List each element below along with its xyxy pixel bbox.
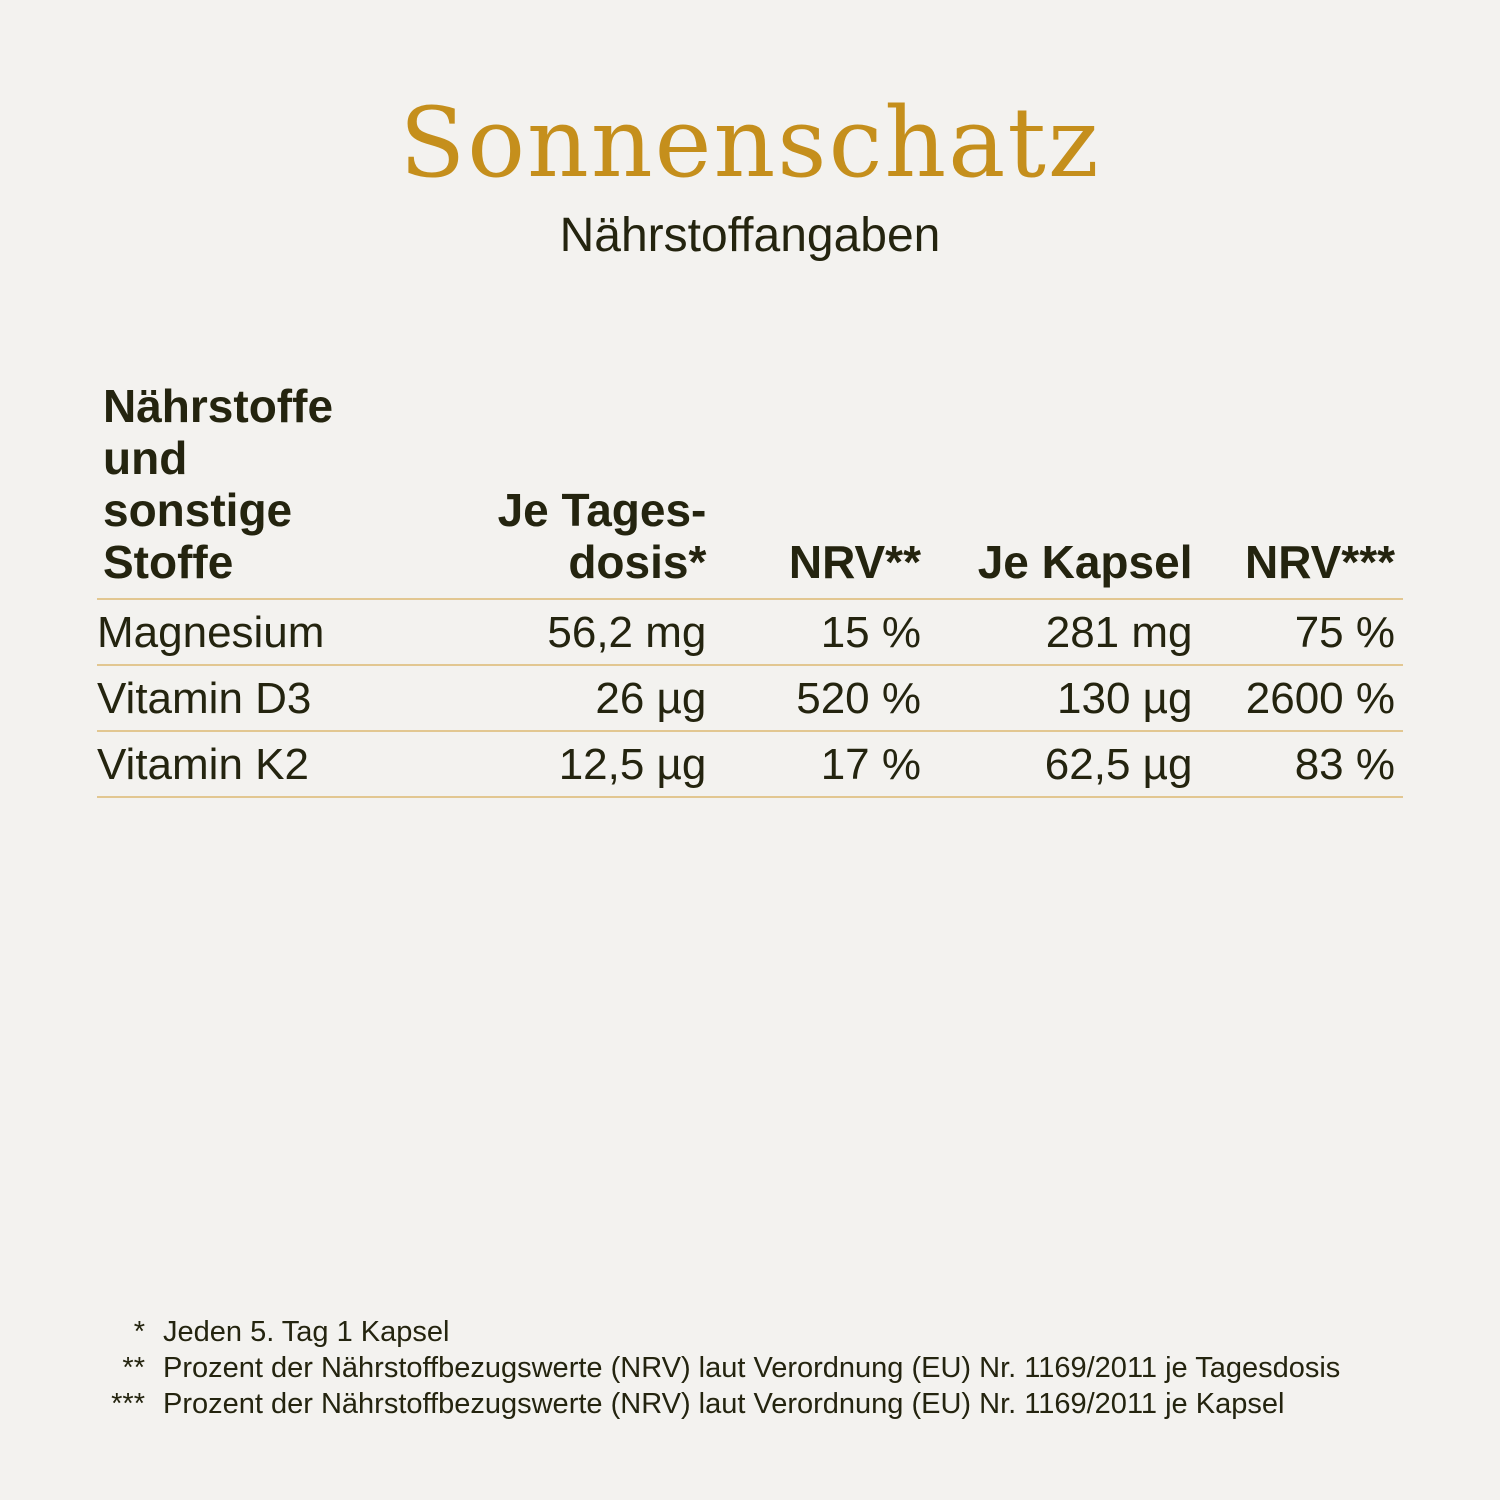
nrv-daily-value: 17 % xyxy=(706,731,921,797)
footnote-mark: *** xyxy=(111,1388,145,1420)
nutrient-name: Vitamin D3 xyxy=(97,665,411,731)
footnote-text: Jeden 5. Tag 1 Kapsel xyxy=(163,1316,450,1348)
nrv-capsule-value: 83 % xyxy=(1192,731,1403,797)
footnote-item xyxy=(97,1350,1477,1386)
capsule-value: 62,5 µg xyxy=(921,731,1193,797)
nutrient-name: Magnesium xyxy=(97,599,411,665)
header-nutrients xyxy=(97,380,411,599)
header-nutrients-line1: Nährstoffe und xyxy=(103,380,334,484)
header-per-daily-dose-line1: Je Tages- xyxy=(497,484,707,536)
footnote-item xyxy=(97,1386,1477,1422)
nutrient-name: Vitamin K2 xyxy=(97,731,411,797)
table-row xyxy=(97,731,1403,797)
footnote-text: Prozent der Nährstoffbezugswerte (NRV) laut Verordnung (EU) Nr. 1169/2011 je Tagesdosis xyxy=(163,1352,1341,1384)
nrv-daily-value: 15 % xyxy=(706,599,921,665)
capsule-value: 281 mg xyxy=(921,599,1193,665)
nrv-capsule-value: 2600 % xyxy=(1192,665,1403,731)
table-header-row xyxy=(97,380,1403,599)
daily-dose-value: 26 µg xyxy=(411,665,707,731)
page-title: Sonnenschatz xyxy=(399,87,1101,199)
header-nutrients-line2: sonstige Stoffe xyxy=(103,484,293,588)
header-per-capsule: Je Kapsel xyxy=(921,380,1193,599)
header-nrv-daily: NRV** xyxy=(706,380,921,599)
footnote-mark: ** xyxy=(122,1352,145,1384)
header-per-daily-dose-line2: dosis* xyxy=(568,536,707,588)
capsule-value: 130 µg xyxy=(921,665,1193,731)
daily-dose-value: 56,2 mg xyxy=(411,599,707,665)
page-subtitle: Nährstoffangaben xyxy=(559,209,941,262)
table-row xyxy=(97,599,1403,665)
header-nrv-capsule: NRV*** xyxy=(1192,380,1403,599)
footnote-text: Prozent der Nährstoffbezugswerte (NRV) laut Verordnung (EU) Nr. 1169/2011 je Kapsel xyxy=(163,1388,1285,1420)
footnotes xyxy=(97,1314,1477,1422)
footnote-item xyxy=(97,1314,1477,1350)
nrv-capsule-value: 75 % xyxy=(1192,599,1403,665)
daily-dose-value: 12,5 µg xyxy=(411,731,707,797)
header-per-daily-dose xyxy=(411,380,707,599)
table-row xyxy=(97,665,1403,731)
nrv-daily-value: 520 % xyxy=(706,665,921,731)
nutrition-table-container xyxy=(97,380,1403,798)
nutrition-table xyxy=(97,380,1403,798)
footnote-mark: * xyxy=(133,1316,145,1348)
